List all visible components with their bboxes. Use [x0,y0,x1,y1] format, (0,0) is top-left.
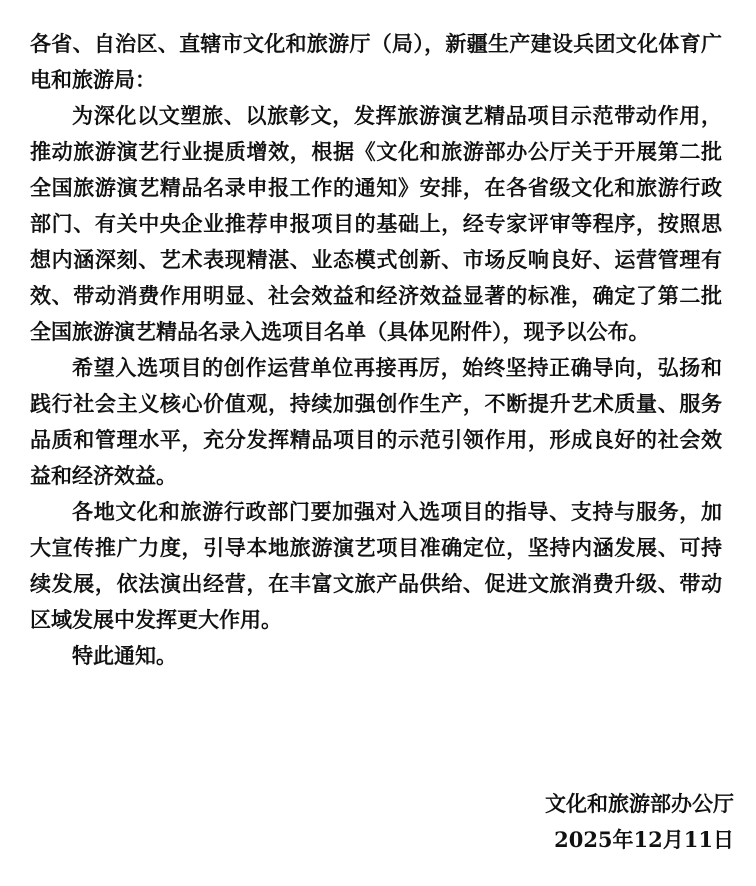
issue-date: 2025年12月11日 [554,827,734,852]
notice-body [30,26,722,674]
issuer-name: 文化和旅游部办公厅 [545,791,734,816]
paragraph-requirements: 各地文化和旅游行政部门要加强对入选项目的指导、支持与服务，加大宣传推广力度，引导本地旅游演艺项目准确定位，坚持内涵发展、可持续发展，依法演出经营，在丰富文旅产品供给、促进文旅消费升级、带动区域发展中发挥更大作用。 [30,499,722,632]
paragraph-expectation: 希望入选项目的创作运营单位再接再厉，始终坚持正确导向，弘扬和践行社会主义核心价值观，持续加强创作生产，不断提升艺术质量、服务品质和管理水平，充分发挥精品项目的示范引领作用，形成良好的社会效益和经济效益。 [30,355,722,488]
signature-block [545,786,734,858]
paragraph-closing: 特此通知。 [72,643,177,668]
salutation: 各省、自治区、直辖市文化和旅游厅（局），新疆生产建设兵团文化体育广电和旅游局： [30,31,722,92]
paragraph-purpose: 为深化以文塑旅、以旅彰文，发挥旅游演艺精品项目示范带动作用，推动旅游演艺行业提质增效，根据《文化和旅游部办公厅关于开展第二批全国旅游演艺精品名录申报工作的通知》安排，在各省级文化和旅游行政部门、有关中央企业推荐申报项目的基础上，经专家评审等程序，按照思想内涵深刻、艺术表现精湛、业态模式创新、市场反响良好、运营管理有效、带动消费作用明显、社会效益和经济效益显著的标准，确定了第二批全国旅游演艺精品名录入选项目名单（具体见附件），现予以公布。 [30,103,722,344]
